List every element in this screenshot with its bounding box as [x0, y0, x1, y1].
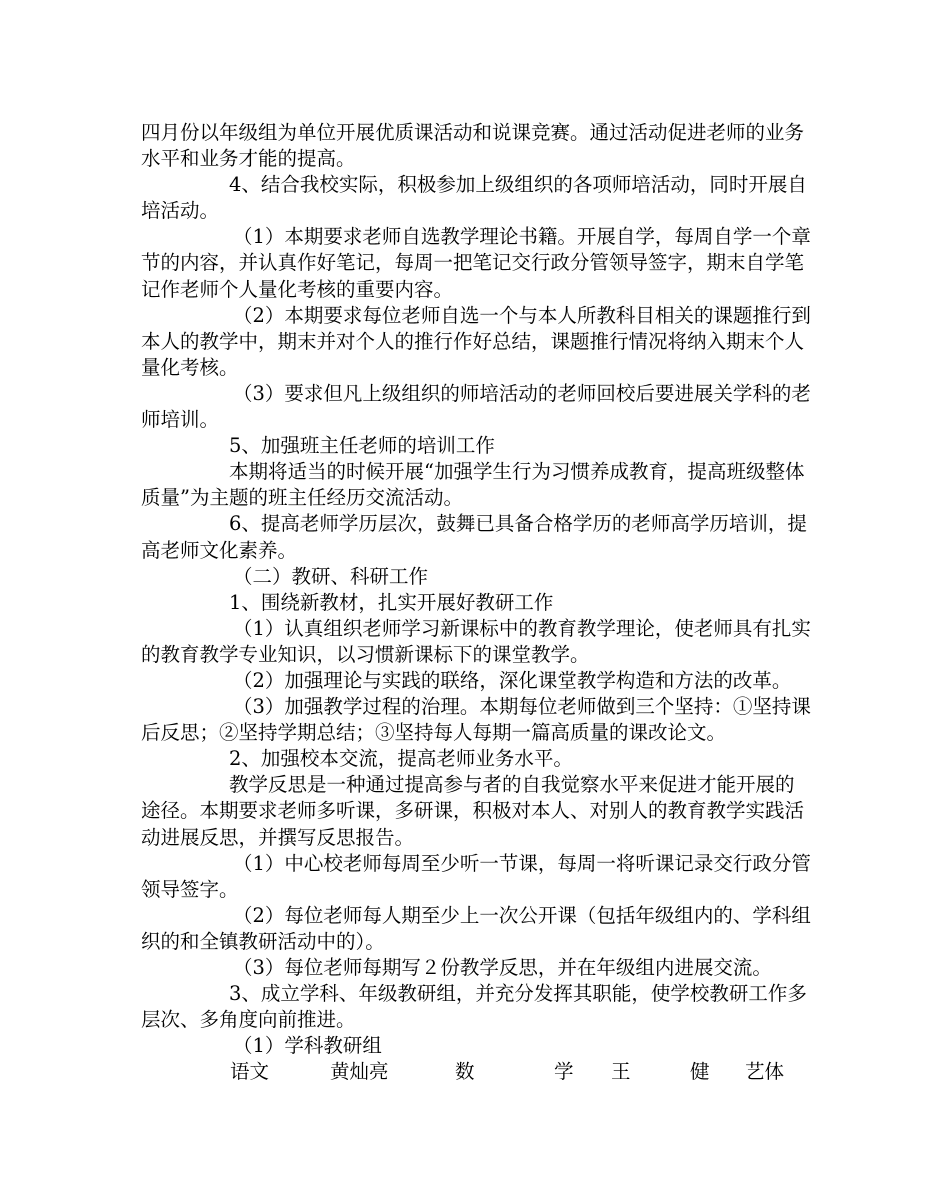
- subject-arts-pe: 艺体: [745, 1060, 785, 1084]
- paragraph: （2）加强理论与实践的联络，深化课堂教学构造和方法的改革。: [233, 668, 792, 692]
- paragraph: （1）学科教研组: [233, 1034, 382, 1058]
- paragraph: （1）本期要求老师自选教学理论书籍。开展自学，每周自学一个章节的内容，并认真作好笔记，每周一把笔记交行政分管领导签字，期末自学笔记作老师个人量化考核的重要内容。: [141, 225, 811, 301]
- teacher-name-math-part2: 健: [690, 1060, 710, 1084]
- paragraph: （3）每位老师每期写２份教学反思，并在年级组内进展交流。: [233, 956, 772, 979]
- paragraph: 教学反思是一种通过提高参与者的自我觉察水平来促进才能开展的途径。本期要求老师多听课，多研课，积极对本人、对别人的教育教学实践活动进展反思，并撰写反思报告。: [141, 773, 805, 849]
- teacher-table-row: [141, 1059, 811, 1085]
- paragraph: （2）本期要求每位老师自选一个与本人所教科目相关的课题推行到本人的教学中，期末并对个人的推行作好总结，课题推行情况将纳入期末个人量化考核。: [141, 303, 811, 379]
- paragraph: （1）中心校老师每周至少听一节课，每周一将听课记录交行政分管领导签字。: [141, 851, 811, 901]
- teacher-name-chinese: 黄灿亮: [330, 1060, 389, 1084]
- paragraph: 2、加强校本交流，提高老师业务水平。: [229, 747, 573, 771]
- paragraph: （1）认真组织老师学习新课标中的教育教学理论，使老师具有扎实的教育教学专业知识，以习惯新课标下的课堂教学。: [141, 616, 811, 666]
- subject-chinese: 语文: [230, 1060, 270, 1084]
- paragraph: （3）要求但凡上级组织的师培活动的老师回校后要进展关学科的老师培训。: [141, 381, 811, 432]
- document-page: [141, 120, 811, 1085]
- paragraph: 本期将适当的时候开展“加强学生行为习惯养成教育，提高班级整体质量”为主题的班主任经历交流活动。: [141, 460, 805, 510]
- teacher-name-math-part1: 王: [611, 1060, 631, 1084]
- paragraph: 3、成立学科、年级教研组，并充分发挥其职能，使学校教研工作多层次、多角度向前推进。: [141, 982, 807, 1032]
- paragraph: （二）教研、科研工作: [233, 564, 429, 588]
- subject-math-part2: 学: [554, 1060, 574, 1084]
- paragraph: 4、结合我校实际，积极参加上级组织的各项师培活动，同时开展自培活动。: [141, 173, 807, 223]
- paragraph: （3）加强教学过程的治理。本期每位老师做到三个坚持：①坚持课后反思；②坚持学期总结；③坚持每人每期一篇高质量的课改论文。: [141, 695, 811, 745]
- paragraph: 5、加强班主任老师的培训工作: [229, 434, 495, 458]
- paragraph: 四月份以年级组为单位开展优质课活动和说课竞赛。通过活动促进老师的业务水平和业务才能的提高。: [141, 121, 805, 171]
- paragraph: 1、围绕新教材，扎实开展好教研工作: [229, 590, 554, 614]
- paragraph: 6、提高老师学历层次，鼓舞已具备合格学历的老师高学历培训，提高老师文化素养。: [141, 512, 807, 562]
- subject-math-part1: 数: [455, 1060, 475, 1084]
- paragraph: （2）每位老师每人期至少上一次公开课（包括年级组内的、学科组织的和全镇教研活动中的）。: [141, 903, 811, 953]
